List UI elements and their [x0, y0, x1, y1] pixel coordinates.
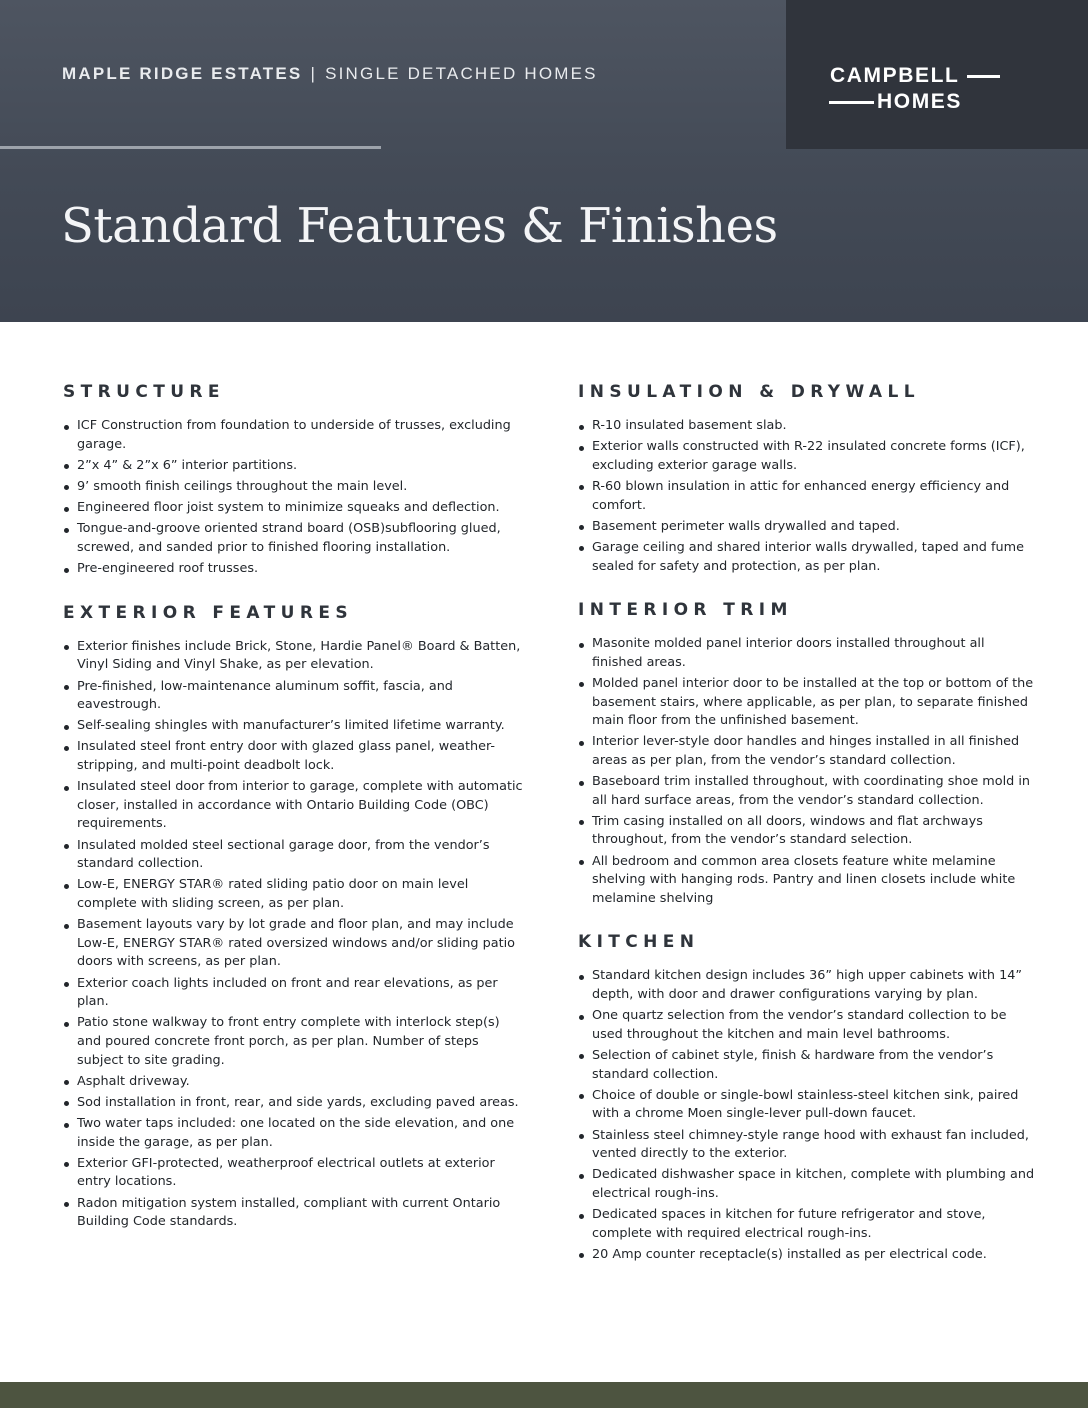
left-column [63, 382, 523, 1256]
list-item: Molded panel interior door to be installed at the top or bottom of the basement stairs, where applicable, as per plan, to separate finished main floor from the unfinished basement. [578, 675, 1038, 731]
list-item: 9’ smooth finish ceilings throughout the main level. [63, 478, 523, 497]
feature-list [63, 638, 523, 1232]
page-title: Standard Features & Finishes [61, 198, 778, 254]
product-type: SINGLE DETACHED HOMES [325, 64, 598, 83]
logo-dash-bottom [829, 101, 874, 104]
list-item: Patio stone walkway to front entry complete with interlock step(s) and poured concrete front porch, as per plan. Number of steps subject to site grading. [63, 1014, 523, 1070]
header-divider [0, 146, 381, 149]
estate-name: MAPLE RIDGE ESTATES [62, 64, 303, 83]
list-item: All bedroom and common area closets feature white melamine shelving with hanging rods. Pantry and linen closets include white melamine shelving [578, 853, 1038, 909]
feature-list [63, 417, 523, 579]
logo-word-2: HOMES [877, 90, 963, 113]
list-item: Insulated steel door from interior to garage, complete with automatic closer, installed in accordance with Ontario Building Code (OBC) requirements. [63, 778, 523, 834]
list-item: 2”x 4” & 2”x 6” interior partitions. [63, 457, 523, 476]
section-heading: STRUCTURE [63, 382, 225, 402]
list-item: ICF Construction from foundation to underside of trusses, excluding garage. [63, 417, 523, 454]
tagline [62, 64, 598, 84]
list-item: Basement perimeter walls drywalled and taped. [578, 518, 1038, 537]
list-item: Trim casing installed on all doors, windows and flat archways throughout, from the vendor’s standard selection. [578, 813, 1038, 850]
list-item: Choice of double or single-bowl stainless-steel kitchen sink, paired with a chrome Moen single-lever pull-down faucet. [578, 1087, 1038, 1124]
list-item: Tongue-and-groove oriented strand board (OSB)subflooring glued, screwed, and sanded prior to finished flooring installation. [63, 520, 523, 557]
list-item: Standard kitchen design includes 36” high upper cabinets with 14” depth, with door and drawer configurations varying by plan. [578, 967, 1038, 1004]
list-item: Dedicated spaces in kitchen for future refrigerator and stove, complete with required electrical rough-ins. [578, 1206, 1038, 1243]
logo-line-1 [830, 64, 1000, 88]
list-item: Pre-engineered roof trusses. [63, 560, 523, 579]
section-heading: INSULATION & DRYWALL [578, 382, 920, 402]
list-item: Masonite molded panel interior doors installed throughout all finished areas. [578, 635, 1038, 672]
list-item: One quartz selection from the vendor’s standard collection to be used throughout the kitchen and main level bathrooms. [578, 1007, 1038, 1044]
list-item: Insulated steel front entry door with glazed glass panel, weather-stripping, and multi-point deadbolt lock. [63, 738, 523, 775]
section-structure [63, 382, 523, 579]
list-item: Basement layouts vary by lot grade and floor plan, and may include Low-E, ENERGY STAR® rated oversized windows and/or sliding patio doors with screens, as per plan. [63, 916, 523, 972]
list-item: Asphalt driveway. [63, 1073, 523, 1092]
section-kitchen [578, 932, 1038, 1264]
list-item: Garage ceiling and shared interior walls drywalled, taped and fume sealed for safety and protection, as per plan. [578, 539, 1038, 576]
right-column [578, 382, 1038, 1288]
section-exterior-features [63, 603, 523, 1232]
list-item: Pre-finished, low-maintenance aluminum soffit, fascia, and eavestrough. [63, 678, 523, 715]
list-item: Low-E, ENERGY STAR® rated sliding patio door on main level complete with sliding screen, as per plan. [63, 876, 523, 913]
list-item: Selection of cabinet style, finish & hardware from the vendor’s standard collection. [578, 1047, 1038, 1084]
list-item: Baseboard trim installed throughout, with coordinating shoe mold in all hard surface areas, from the vendor’s standard collection. [578, 773, 1038, 810]
section-interior-trim [578, 600, 1038, 908]
tagline-separator: | [310, 64, 318, 83]
list-item: Interior lever-style door handles and hinges installed in all finished areas as per plan, from the vendor’s standard collection. [578, 733, 1038, 770]
footer-bar [0, 1382, 1088, 1408]
page-header [0, 0, 1088, 322]
section-insulation-drywall [578, 382, 1038, 576]
list-item: Two water taps included: one located on the side elevation, and one inside the garage, as per plan. [63, 1115, 523, 1152]
list-item: Insulated molded steel sectional garage door, from the vendor’s standard collection. [63, 837, 523, 874]
logo-word-1: CAMPBELL [830, 64, 960, 87]
list-item: Sod installation in front, rear, and side yards, excluding paved areas. [63, 1094, 523, 1113]
section-heading: KITCHEN [578, 932, 700, 953]
logo-dash-top [967, 75, 1000, 78]
list-item: Stainless steel chimney-style range hood with exhaust fan included, vented directly to the exterior. [578, 1127, 1038, 1164]
feature-list [578, 417, 1038, 576]
list-item: Radon mitigation system installed, compliant with current Ontario Building Code standards. [63, 1195, 523, 1232]
brand-logo [786, 0, 1088, 149]
list-item: Exterior walls constructed with R-22 insulated concrete forms (ICF), excluding exterior garage walls. [578, 438, 1038, 475]
list-item: Self-sealing shingles with manufacturer’s limited lifetime warranty. [63, 717, 523, 736]
section-heading: EXTERIOR FEATURES [63, 602, 354, 623]
section-heading: INTERIOR TRIM [578, 600, 793, 621]
list-item: R-10 insulated basement slab. [578, 417, 1038, 436]
list-item: R-60 blown insulation in attic for enhanced energy efficiency and comfort. [578, 478, 1038, 515]
feature-list [578, 967, 1038, 1264]
feature-list [578, 635, 1038, 908]
list-item: Exterior finishes include Brick, Stone, Hardie Panel® Board & Batten, Vinyl Siding and Vinyl Shake, as per elevation. [63, 638, 523, 675]
list-item: Dedicated dishwasher space in kitchen, complete with plumbing and electrical rough-ins. [578, 1166, 1038, 1203]
list-item: 20 Amp counter receptacle(s) installed as per electrical code. [578, 1246, 1038, 1265]
list-item: Exterior GFI-protected, weatherproof electrical outlets at exterior entry locations. [63, 1155, 523, 1192]
list-item: Exterior coach lights included on front and rear elevations, as per plan. [63, 975, 523, 1012]
logo-line-2 [874, 90, 962, 114]
list-item: Engineered floor joist system to minimize squeaks and deflection. [63, 499, 523, 518]
